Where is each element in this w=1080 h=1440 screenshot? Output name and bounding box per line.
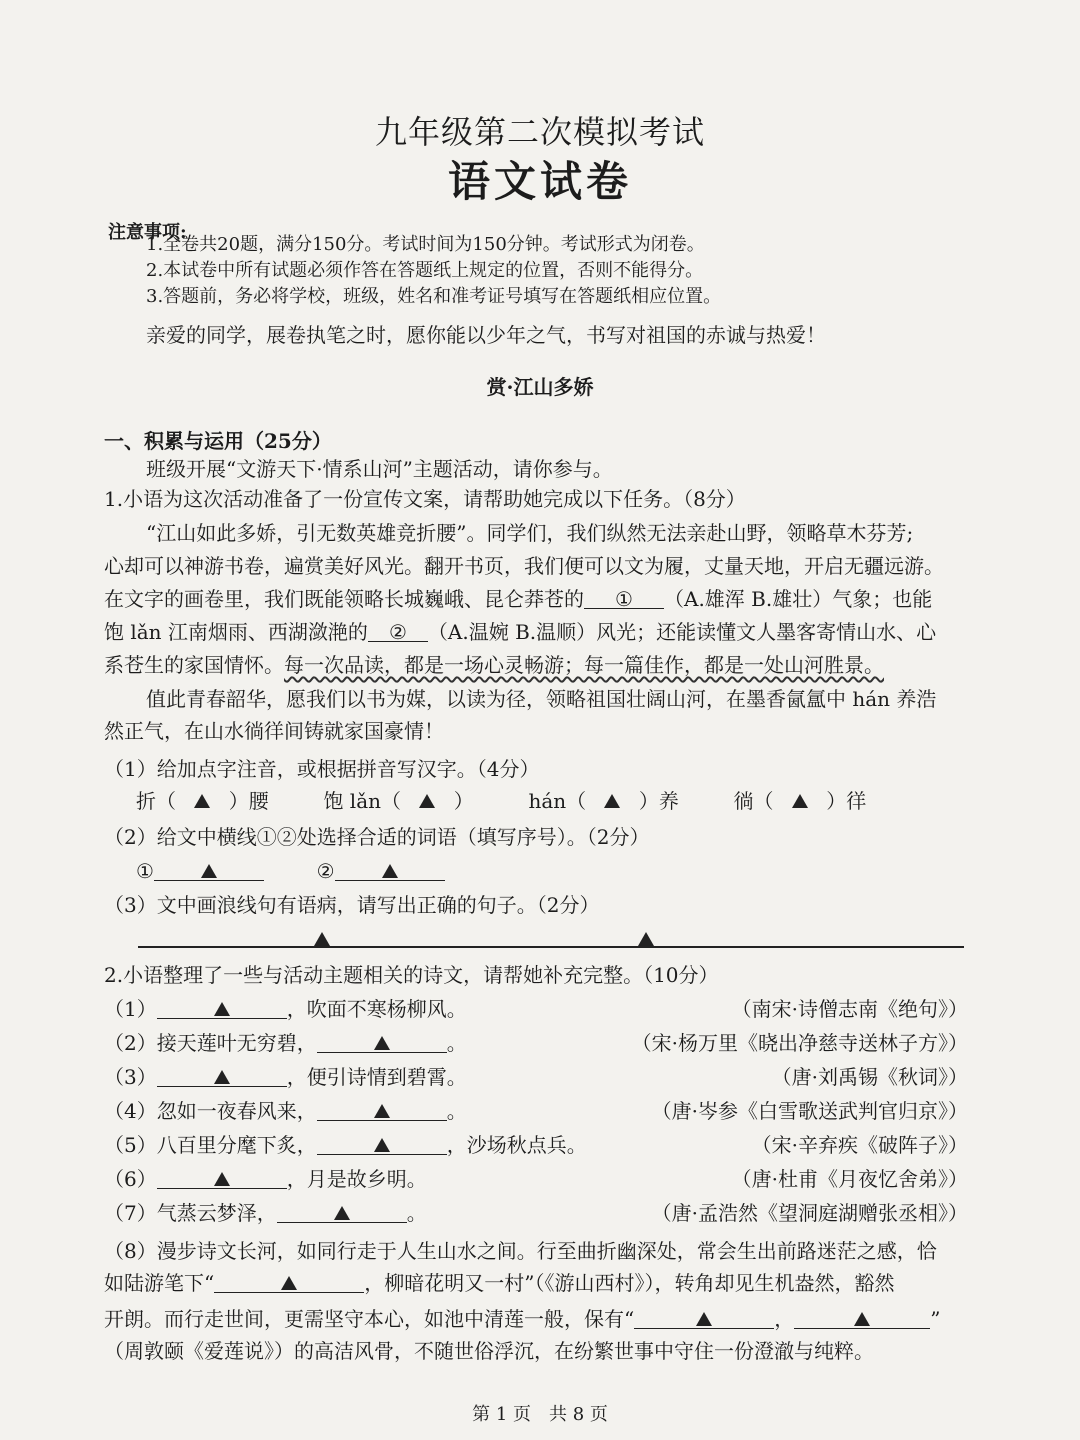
sub3-answer-line[interactable] <box>138 946 964 948</box>
notice-item-2: 2.本试卷中所有试题必须作答在答题纸上规定的位置，否则不能得分。 <box>146 260 704 281</box>
notice-item-3: 3.答题前，务必将学校，班级，姓名和准考证号填写在答题纸相应位置。 <box>146 286 722 307</box>
q2-item-source: （唐·岑参《白雪歌送武判官归京》） <box>651 1099 968 1123</box>
q2-item-num: （4） <box>104 1099 157 1123</box>
answer-triangle-icon <box>214 1070 230 1084</box>
q2-blank[interactable] <box>317 1132 447 1155</box>
wavy-sentence: 每一次品读，都是一场心灵畅游；每一篇佳作，都是一处山河胜景。 <box>284 653 884 677</box>
answer-triangle-icon <box>201 864 217 878</box>
answer-triangle-icon <box>214 1002 230 1016</box>
q2-item <box>104 1166 427 1192</box>
q2-item8-line: （周敦颐《爱莲说》）的高洁风骨，不随世俗浮沉，在纷繁世事中守住一份澄澈与纯粹。 <box>104 1339 874 1363</box>
blank-1[interactable]: ① <box>584 586 664 609</box>
sub1-item-text: hán（ <box>528 789 587 813</box>
greeting-text: 亲爱的同学，展卷执笔之时，愿你能以少年之气，书写对祖国的赤诚与热爱！ <box>146 323 826 347</box>
q2-item-num: （3） <box>104 1065 157 1089</box>
q2-blank[interactable] <box>634 1306 774 1329</box>
q1-paragraph-line: 心却可以神游书卷，遍赏美好风光。翻开书页，我们便可以文为履，丈量天地，开启无疆远游。 <box>104 554 944 578</box>
sub1-item-text: 折（ <box>136 789 176 813</box>
q2-item-num: （7） <box>104 1201 157 1225</box>
q2-item-num: （2） <box>104 1031 157 1055</box>
q2-item-source: （唐·杜甫《月夜忆舍弟》） <box>731 1167 968 1191</box>
item8-text: ” <box>930 1307 941 1331</box>
answer-triangle-icon <box>374 1138 390 1152</box>
part1-heading: 一、积累与运用（25分） <box>104 429 332 453</box>
answer-triangle-icon <box>382 864 398 878</box>
q2-item <box>104 1064 467 1090</box>
sub1-item-text: ）腰 <box>228 789 269 813</box>
q2-item-after: ，吹面不寒杨柳风。 <box>286 997 467 1021</box>
sub2-blank-2[interactable] <box>335 858 445 881</box>
q2-item <box>104 1030 467 1056</box>
q1-paragraph-line <box>104 586 932 612</box>
q2-item-num: （6） <box>104 1167 157 1191</box>
item8-text: 如陆游笔下“ <box>104 1271 215 1295</box>
answer-triangle-icon[interactable] <box>792 794 808 808</box>
sub1-item-text: 徜（ <box>733 789 774 813</box>
notice-heading: 注意事项: <box>108 222 187 243</box>
sub1-item-text: ）养 <box>638 789 679 813</box>
q1-paragraph-line <box>104 652 884 678</box>
q2-item-after: 。 <box>446 1031 467 1055</box>
sub2-label: ② <box>316 859 335 883</box>
sub2-blank-1[interactable] <box>154 858 264 881</box>
answer-triangle-icon[interactable] <box>419 794 435 808</box>
q2-blank[interactable] <box>157 1166 287 1189</box>
q2-item-before: 忽如一夜春风来， <box>156 1099 317 1123</box>
answer-triangle-icon[interactable] <box>194 794 210 808</box>
q1-text: （A.温婉 B.温顺）风光；还能读懂文人墨客寄情山水、心 <box>427 620 937 644</box>
q2-blank[interactable] <box>317 1030 447 1053</box>
q1-text: 饱 lǎn 江南烟雨、西湖潋滟的 <box>104 620 368 644</box>
q2-item <box>104 1200 427 1226</box>
q2-item-after: ，月是故乡明。 <box>286 1167 427 1191</box>
q2-item-num: （1） <box>104 997 157 1021</box>
item8-text: 开朗。而行走世间，更需坚守本心，如池中清莲一般，保有“ <box>104 1307 635 1331</box>
q2-item <box>104 1132 587 1158</box>
q1-stem: 1.小语为这次活动准备了一份宣传文案，请帮助她完成以下任务。（8分） <box>104 487 746 511</box>
q2-stem: 2.小语整理了一些与活动主题相关的诗文，请帮她补充完整。（10分） <box>104 963 719 987</box>
sub1-item-text: ）徉 <box>826 789 867 813</box>
q2-blank[interactable] <box>214 1270 364 1293</box>
q2-item-source: （唐·孟浩然《望洞庭湖赠张丞相》） <box>651 1201 968 1225</box>
q2-item <box>104 996 467 1022</box>
q1-sub3: （3）文中画浪线句有语病，请写出正确的句子。（2分） <box>104 893 600 917</box>
q2-item-before: 八百里分麾下炙， <box>156 1133 317 1157</box>
page-footer: 第 1 页 共 8 页 <box>472 1404 608 1425</box>
q1-paragraph-line <box>104 619 936 645</box>
item8-text: ， <box>774 1307 795 1331</box>
q1-sub1: （1）给加点字注音，或根据拼音写汉字。（4分） <box>104 757 540 781</box>
q2-item <box>104 1098 467 1124</box>
q2-item-after: 。 <box>446 1099 467 1123</box>
q2-item8-line <box>104 1270 894 1296</box>
blank-2[interactable]: ② <box>368 619 428 642</box>
q2-blank[interactable] <box>317 1098 447 1121</box>
q1-sub2-answers <box>136 858 445 884</box>
q1-sub2: （2）给文中横线①②处选择合适的词语（填写序号）。（2分） <box>104 825 650 849</box>
q1-text: （A.雄浑 B.雄壮）气象；也能 <box>664 587 933 611</box>
answer-triangle-icon <box>696 1312 712 1326</box>
sub2-label: ① <box>136 859 154 883</box>
q2-blank[interactable] <box>277 1200 407 1223</box>
part1-intro: 班级开展“文游天下·情系山河”主题活动，请你参与。 <box>146 457 613 481</box>
q2-item-after: ，沙场秋点兵。 <box>446 1133 587 1157</box>
answer-triangle-icon <box>638 932 654 946</box>
answer-triangle-icon <box>334 1206 350 1220</box>
item8-text: ，柳暗花明又一村”（《游山西村》），转角却见生机盎然，豁然 <box>364 1271 895 1295</box>
q1-sub1-items <box>136 788 866 814</box>
q2-blank[interactable] <box>794 1306 930 1329</box>
q1-text: 系苍生的家国情怀。 <box>104 653 284 677</box>
q2-item-source: （宋·辛弃疾《破阵子》） <box>751 1133 968 1157</box>
sub1-item-text: 饱 lǎn（ <box>323 789 401 813</box>
q2-item-source: （唐·刘禹锡《秋词》） <box>771 1065 968 1089</box>
notice-item-1: 1.全卷共20题，满分150分。考试时间为150分钟。考试形式为闭卷。 <box>146 234 705 255</box>
answer-triangle-icon <box>281 1276 297 1290</box>
answer-triangle-icon[interactable] <box>604 794 620 808</box>
q1-paragraph-line: 值此青春韶华，愿我们以书为媒，以读为径，领略祖国壮阔山河，在墨香氤氲中 hán 养浩 <box>146 687 937 711</box>
q2-item8-line <box>104 1306 940 1332</box>
answer-triangle-icon <box>214 1172 230 1186</box>
q1-paragraph-line: “江山如此多娇，引无数英雄竞折腰”。同学们，我们纵然无法亲赴山野，领略草木芬芳; <box>146 521 914 545</box>
q2-item-num: （5） <box>104 1133 157 1157</box>
q1-paragraph-line: 然正气，在山水徜徉间铸就家国豪情！ <box>104 719 444 743</box>
answer-triangle-icon <box>314 932 330 946</box>
q2-item-after: 。 <box>406 1201 427 1225</box>
q2-item-source: （宋·杨万里《晓出净慈寺送林子方》） <box>631 1031 968 1055</box>
q2-item-before: 气蒸云梦泽， <box>156 1201 277 1225</box>
exam-subject: 语文试卷 <box>447 157 632 206</box>
q1-text: 在文字的画卷里，我们既能领略长城巍峨、昆仑莽苍的 <box>104 587 584 611</box>
answer-triangle-icon <box>374 1036 390 1050</box>
q2-blank[interactable] <box>157 1064 287 1087</box>
exam-title: 九年级第二次模拟考试 <box>374 113 705 151</box>
answer-triangle-icon <box>374 1104 390 1118</box>
section-title: 赏·江山多娇 <box>486 375 594 399</box>
q2-blank[interactable] <box>157 996 287 1019</box>
answer-triangle-icon <box>854 1312 870 1326</box>
q2-item-source: （南宋·诗僧志南《绝句》） <box>731 997 968 1021</box>
sub1-item-text: ） <box>453 789 474 813</box>
q2-item-before: 接天莲叶无穷碧， <box>156 1031 317 1055</box>
q2-item-after: ，便引诗情到碧霄。 <box>286 1065 467 1089</box>
q2-item8-line: （8）漫步诗文长河，如同行走于人生山水之间。行至曲折幽深处，常会生出前路迷茫之感，恰 <box>104 1239 937 1263</box>
